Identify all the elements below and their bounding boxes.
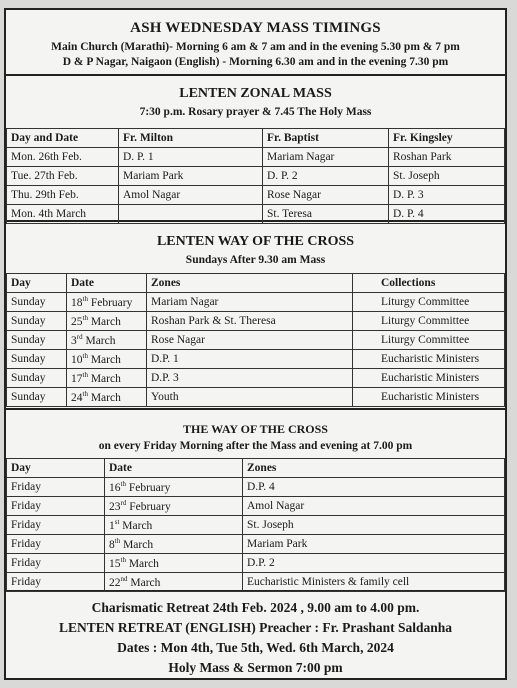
table-row bbox=[7, 293, 505, 312]
table-cell: Mon. 26th Feb. bbox=[7, 148, 119, 167]
friday-cross-title: THE WAY OF THE CROSS bbox=[183, 422, 328, 436]
date-cell: 25th March bbox=[67, 312, 147, 331]
friday-header-cell: Day bbox=[7, 459, 105, 478]
table-cell: D. P. 3 bbox=[389, 186, 505, 205]
friday-cross-table bbox=[6, 458, 505, 592]
sunday-header-cell: Date bbox=[67, 274, 147, 293]
day-cell: Sunday bbox=[7, 312, 67, 331]
sunday-header-cell: Day bbox=[7, 274, 67, 293]
day-cell: Sunday bbox=[7, 293, 67, 312]
zonal-header-cell: Day and Date bbox=[7, 129, 119, 148]
friday-header-cell: Zones bbox=[243, 459, 505, 478]
zonal-table bbox=[6, 128, 505, 224]
table-cell: St. Teresa bbox=[263, 205, 389, 224]
table-row bbox=[7, 388, 505, 407]
date-cell: 22nd March bbox=[105, 573, 243, 592]
ash-line-1: Main Church (Marathi)- Morning 6 am & 7 am and in the evening 5.30 pm & 7 pm bbox=[51, 41, 460, 53]
date-cell: 8th March bbox=[105, 535, 243, 554]
day-cell: Friday bbox=[7, 554, 105, 573]
sunday-cross-title: LENTEN WAY OF THE CROSS bbox=[156, 234, 355, 249]
table-row bbox=[7, 331, 505, 350]
day-cell: Friday bbox=[7, 478, 105, 497]
table-row bbox=[7, 312, 505, 331]
table-row bbox=[7, 497, 505, 516]
table-cell: D. P. 2 bbox=[263, 167, 389, 186]
friday-header-row bbox=[7, 459, 505, 478]
zonal-header-cell: Fr. Kingsley bbox=[389, 129, 505, 148]
zone-cell: D.P. 2 bbox=[243, 554, 505, 573]
zonal-title: LENTEN ZONAL MASS bbox=[179, 86, 332, 101]
table-row bbox=[7, 186, 505, 205]
table-row bbox=[7, 167, 505, 186]
zone-cell: Mariam Nagar bbox=[147, 293, 353, 312]
day-cell: Sunday bbox=[7, 369, 67, 388]
day-cell: Sunday bbox=[7, 331, 67, 350]
date-cell: 24th March bbox=[67, 388, 147, 407]
sunday-cross-section bbox=[6, 222, 505, 410]
charismatic-retreat-line: Charismatic Retreat 24th Feb. 2024 , 9.00 am to 4.00 pm. bbox=[91, 600, 420, 615]
table-cell: Rose Nagar bbox=[263, 186, 389, 205]
table-cell: Tue. 27th Feb. bbox=[7, 167, 119, 186]
date-cell: 18th February bbox=[67, 293, 147, 312]
table-row bbox=[7, 573, 505, 592]
day-cell: Friday bbox=[7, 516, 105, 535]
zone-cell: D.P. 4 bbox=[243, 478, 505, 497]
table-cell: D. P. 4 bbox=[389, 205, 505, 224]
table-row bbox=[7, 516, 505, 535]
sunday-header-cell: Zones bbox=[147, 274, 353, 293]
table-row bbox=[7, 205, 505, 224]
table-row bbox=[7, 148, 505, 167]
friday-cross-subtitle: on every Friday Morning after the Mass and evening at 7.00 pm bbox=[98, 440, 413, 452]
zone-cell: D.P. 3 bbox=[147, 369, 353, 388]
zonal-subtitle: 7:30 p.m. Rosary prayer & 7.45 The Holy Mass bbox=[139, 106, 372, 118]
zone-cell: Youth bbox=[147, 388, 353, 407]
day-cell: Friday bbox=[7, 573, 105, 592]
zonal-header-row bbox=[7, 129, 505, 148]
collection-cell: Eucharistic Ministers bbox=[353, 369, 505, 388]
friday-cross-section bbox=[6, 410, 505, 592]
date-cell: 23rd February bbox=[105, 497, 243, 516]
table-cell: St. Joseph bbox=[389, 167, 505, 186]
table-row bbox=[7, 535, 505, 554]
ash-wednesday-section bbox=[6, 10, 505, 76]
table-row bbox=[7, 350, 505, 369]
collection-cell: Eucharistic Ministers bbox=[353, 350, 505, 369]
sunday-cross-table bbox=[6, 273, 505, 407]
zone-cell: Mariam Park bbox=[243, 535, 505, 554]
zone-cell: D.P. 1 bbox=[147, 350, 353, 369]
zone-cell: Amol Nagar bbox=[243, 497, 505, 516]
zonal-header-cell: Fr. Baptist bbox=[263, 129, 389, 148]
table-row bbox=[7, 478, 505, 497]
table-cell: Mon. 4th March bbox=[7, 205, 119, 224]
zone-cell: Rose Nagar bbox=[147, 331, 353, 350]
table-row bbox=[7, 369, 505, 388]
friday-header-cell: Date bbox=[105, 459, 243, 478]
sunday-header-row bbox=[7, 274, 505, 293]
date-cell: 15th March bbox=[105, 554, 243, 573]
zone-cell: Roshan Park & St. Theresa bbox=[147, 312, 353, 331]
date-cell: 16th February bbox=[105, 478, 243, 497]
collection-cell: Liturgy Committee bbox=[353, 331, 505, 350]
day-cell: Friday bbox=[7, 535, 105, 554]
day-cell: Sunday bbox=[7, 388, 67, 407]
zonal-header-cell: Fr. Milton bbox=[119, 129, 263, 148]
retreat-dates-line: Dates : Mon 4th, Tue 5th, Wed. 6th March, 2024 bbox=[117, 640, 394, 655]
table-cell: D. P. 1 bbox=[119, 148, 263, 167]
table-cell: Thu. 29th Feb. bbox=[7, 186, 119, 205]
retreat-section bbox=[6, 592, 505, 676]
table-cell: Mariam Nagar bbox=[263, 148, 389, 167]
sunday-cross-subtitle: Sundays After 9.30 am Mass bbox=[185, 254, 326, 266]
date-cell: 1st March bbox=[105, 516, 243, 535]
date-cell: 3rd March bbox=[67, 331, 147, 350]
day-cell: Friday bbox=[7, 497, 105, 516]
lenten-retreat-line: LENTEN RETREAT (ENGLISH) Preacher : Fr. Prashant Saldanha bbox=[58, 620, 453, 635]
collection-cell: Liturgy Committee bbox=[353, 293, 505, 312]
holy-mass-line: Holy Mass & Sermon 7:00 pm bbox=[168, 660, 343, 675]
day-cell: Sunday bbox=[7, 350, 67, 369]
ash-line-2: D & P Nagar, Naigaon (English) - Morning 6.30 am and in the evening 7.30 pm bbox=[62, 56, 449, 68]
notice-sheet bbox=[4, 8, 507, 680]
zone-cell: St. Joseph bbox=[243, 516, 505, 535]
table-row bbox=[7, 554, 505, 573]
date-cell: 17th March bbox=[67, 369, 147, 388]
table-cell: Roshan Park bbox=[389, 148, 505, 167]
table-cell bbox=[119, 205, 263, 224]
date-cell: 10th March bbox=[67, 350, 147, 369]
ash-title: ASH WEDNESDAY MASS TIMINGS bbox=[130, 20, 381, 36]
collection-cell: Eucharistic Ministers bbox=[353, 388, 505, 407]
table-cell: Amol Nagar bbox=[119, 186, 263, 205]
collection-cell: Liturgy Committee bbox=[353, 312, 505, 331]
zone-cell: Eucharistic Ministers & family cell bbox=[243, 573, 505, 592]
sunday-header-cell: Collections bbox=[353, 274, 505, 293]
table-cell: Mariam Park bbox=[119, 167, 263, 186]
zonal-mass-section bbox=[6, 76, 505, 222]
